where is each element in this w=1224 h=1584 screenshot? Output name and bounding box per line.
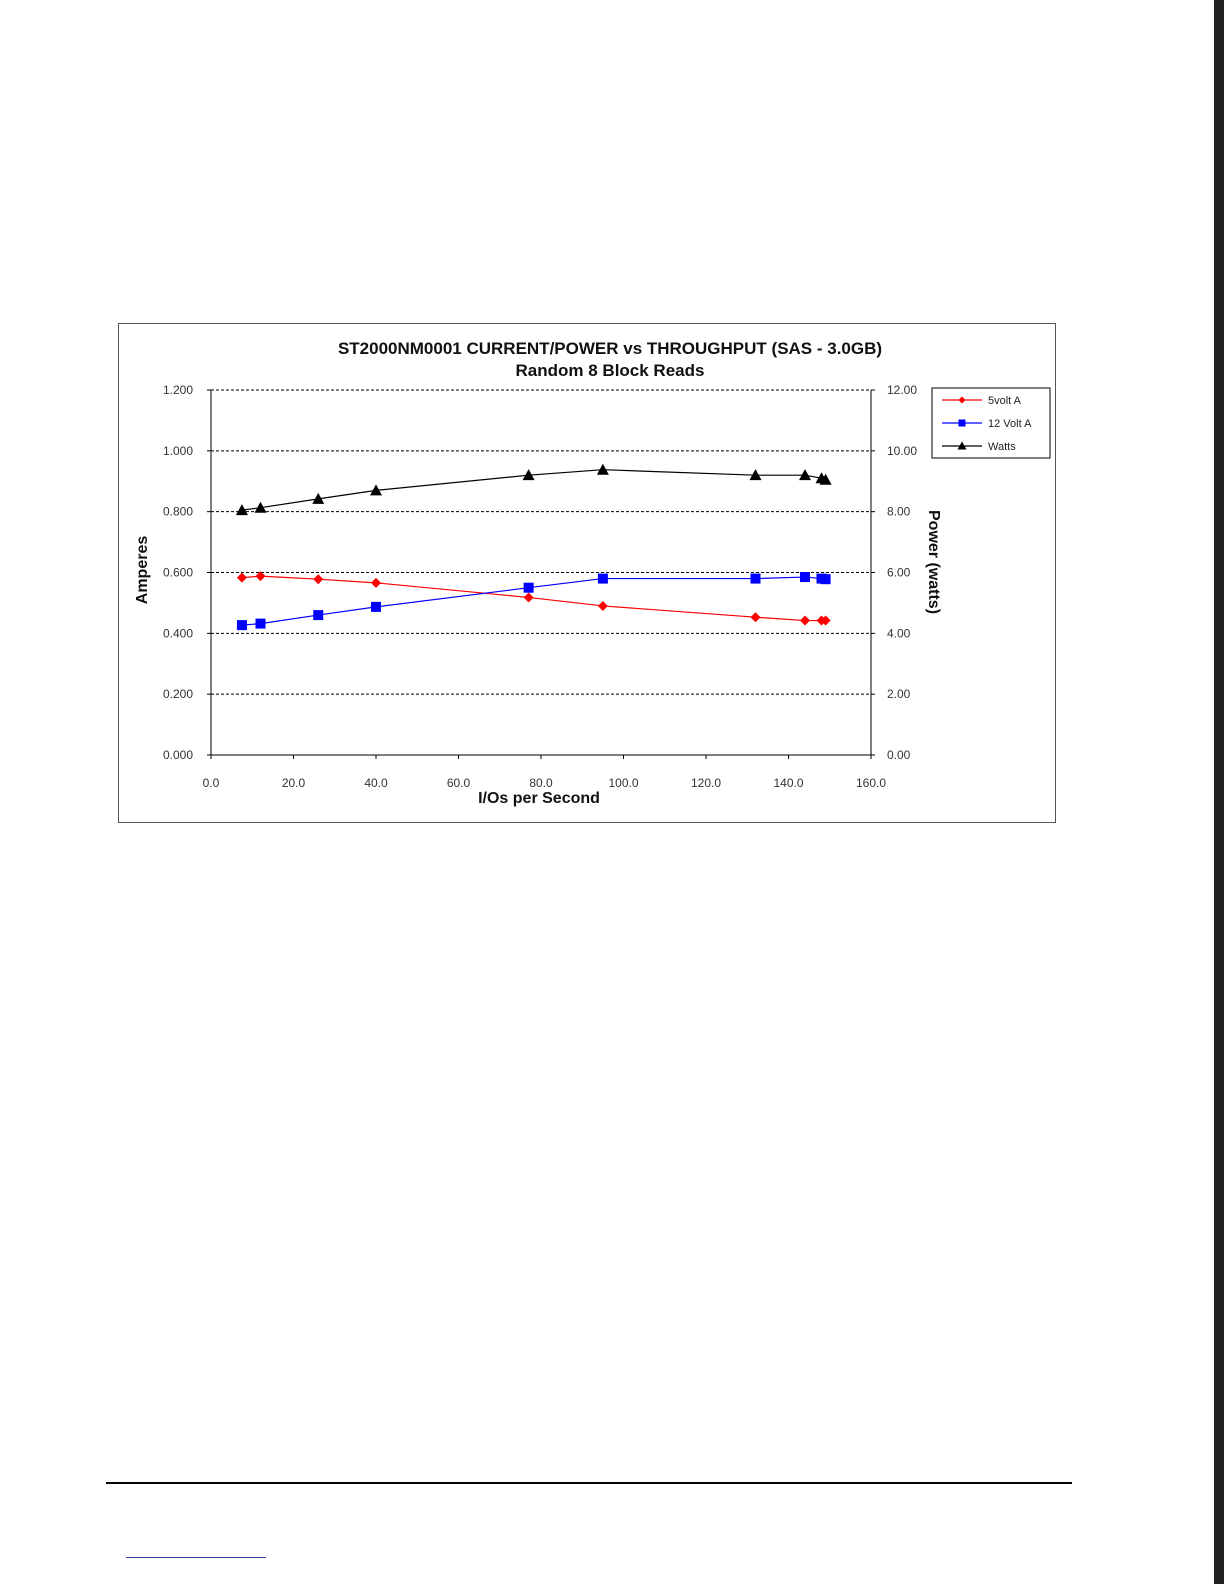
data-point-diamond	[371, 578, 381, 588]
data-point-square	[751, 574, 761, 584]
chart-frame	[118, 323, 1056, 823]
x-tick-label: 60.0	[446, 776, 471, 790]
y-tick-label: 0.400	[162, 626, 193, 641]
y-tick-label: 1.200	[162, 383, 193, 397]
chart-svg	[119, 324, 1054, 821]
x-tick-label: 120.0	[690, 776, 722, 790]
legend-label: 5volt A	[988, 395, 1022, 407]
data-point-diamond	[598, 601, 608, 611]
x-tick-label: 140.0	[773, 776, 804, 790]
y-axis-label: Amperes	[134, 535, 151, 605]
y-tick-label: 0.600	[162, 565, 193, 580]
series-line	[242, 470, 826, 510]
x-tick-label: 20.0	[281, 776, 306, 790]
data-point-square	[256, 619, 266, 629]
legend-label: 12 Volt A	[988, 418, 1032, 430]
x-tick-label: 160.0	[855, 776, 887, 790]
data-point-triangle	[597, 464, 609, 475]
data-point-diamond	[524, 592, 534, 602]
y2-tick-label: 8.00	[887, 504, 911, 519]
footer-link-underline	[126, 1557, 266, 1558]
footer-rule	[106, 1482, 1072, 1484]
data-point-diamond	[237, 573, 247, 583]
y2-tick-label: 4.00	[887, 626, 911, 641]
data-point-diamond	[313, 574, 323, 584]
x-tick-label: 100.0	[608, 776, 639, 790]
series-line	[242, 577, 826, 625]
y-tick-label: 1.000	[162, 443, 193, 458]
series-layer	[236, 464, 832, 630]
y2-tick-label: 2.00	[887, 687, 911, 702]
y-tick-label: 0.200	[162, 687, 193, 702]
data-point-diamond	[751, 612, 761, 622]
y2-tick-label: 12.00	[887, 383, 918, 397]
data-point-square	[371, 602, 381, 612]
page-edge-bar	[1214, 0, 1224, 1584]
x-axis-label: I/Os per Second	[478, 790, 600, 807]
y2-tick-label: 6.00	[887, 565, 911, 580]
x-tick-label: 0.0	[202, 776, 220, 790]
chart-title: ST2000NM0001 CURRENT/POWER vs THROUGHPUT (SAS - 3.0GB)	[337, 339, 883, 358]
data-point-square	[524, 583, 534, 593]
data-point-square	[313, 610, 323, 620]
data-point-square	[800, 572, 810, 582]
data-point-diamond	[800, 616, 810, 626]
y2-axis-label: Power (watts)	[925, 509, 942, 615]
chart-subtitle: Random 8 Block Reads	[515, 361, 705, 380]
data-point-square	[237, 620, 247, 630]
x-tick-label: 80.0	[529, 776, 553, 790]
data-point-square	[959, 420, 966, 427]
data-point-square	[598, 574, 608, 584]
x-tick-label: 40.0	[364, 776, 388, 790]
legend	[932, 388, 1050, 458]
y2-tick-label: 0.00	[887, 748, 911, 762]
grid-layer	[211, 390, 871, 694]
y-tick-label: 0.000	[162, 748, 193, 762]
y2-tick-label: 10.00	[887, 443, 918, 458]
legend-label: Watts	[988, 441, 1016, 453]
y-tick-label: 0.800	[162, 504, 193, 519]
data-point-square	[821, 574, 831, 584]
